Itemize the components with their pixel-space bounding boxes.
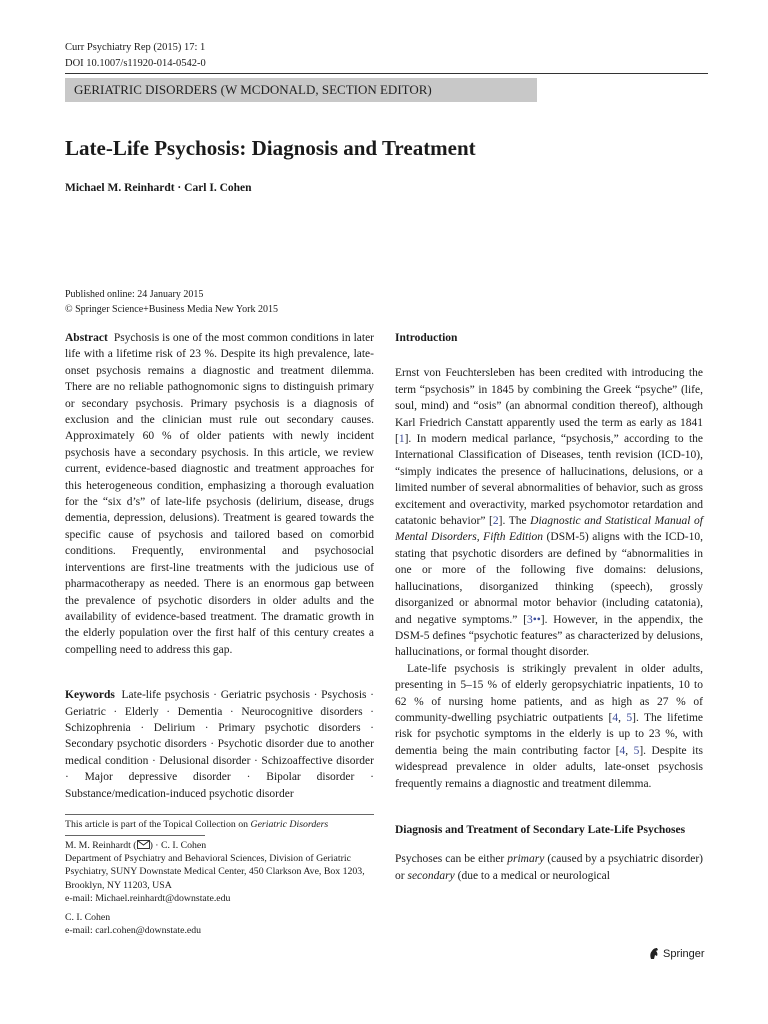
corr-author-b: ) · C. I. Cohen — [149, 839, 207, 851]
article-title: Late-Life Psychosis: Diagnosis and Treatment — [65, 136, 476, 160]
intro-p1-text-c: ]. The — [498, 515, 531, 528]
topical-prefix: This article is part of the Topical Collection on — [65, 818, 251, 830]
published-date: Published online: 24 January 2015 — [65, 289, 204, 300]
corr-name-2: C. I. Cohen — [65, 911, 111, 923]
envelope-icon — [137, 840, 150, 849]
correspondence-divider — [65, 835, 205, 836]
publication-info — [65, 287, 278, 317]
topical-collection-note — [65, 818, 374, 832]
topical-collection: Geriatric Disorders — [250, 818, 329, 830]
citation-link[interactable]: 4 — [612, 711, 619, 724]
citation-link[interactable]: 5 — [633, 744, 640, 757]
section-banner — [65, 78, 537, 102]
header-rule — [65, 73, 708, 74]
corr-author-a: M. M. Reinhardt ( — [65, 839, 137, 851]
keywords-text: Late-life psychosis · Geriatric psychosis · Psychosis · Geriatric · Elderly · Dementia · Neurocognitive disorders · Schizophrenia · Delirium · Primary psychotic disorders · Secondary psychotic disorders · Psychotic disorder due to another medical condition · Delusional disorder · Schizoaffective disorder · Major depressive disorder · Bipolar disorder · Substance/medication-induced psychotic disorder — [65, 689, 375, 800]
introduction-heading: Introduction — [395, 332, 458, 344]
intro-p1-text-d: (DSM-5) aligns with the ICD-10, stating that psychotic disorders are defined by “abnormalities in one or more of the following five domains: delusions, hallucinations, disorganized thinking (speech), grossly disorganized or abnormal motor behavior (including catatonia), and negative symptoms.” [ — [395, 531, 704, 626]
publisher-logo — [648, 947, 705, 960]
citation-separator: , — [625, 744, 634, 757]
s2-primary: primary — [507, 853, 545, 866]
doi[interactable]: DOI 10.1007/s11920-014-0542-0 — [65, 58, 206, 69]
intro-paragraph-1 — [395, 365, 703, 660]
abstract-label: Abstract — [65, 332, 108, 344]
intro-p1-text-b: ]. In modern medical parlance, “psychosis,” according to the International Classification of Diseases, tenth revision (ICD-10), “simply indicates the presence of hallucinations, delusions, or a limited number of several abnormalities of behavior, such as gross excitement and overactivity, marked psychomotor retardation and catatonic behavior” [ — [395, 433, 703, 528]
citation-separator: , — [618, 711, 627, 724]
abstract-text: Psychosis is one of the most common conditions in later life with a lifetime risk of 23 %. Despite its high prevalence, late-onset psychosis remains a diagnostic and treatment dilemma. There are no reliable pathognomonic signs to distinguish primary or secondary psychosis. Primary psychosis is a diagnosis of exclusion and the clinician must rule out secondary causes. Approximately 60 % of older patients with newly incident psychosis have a secondary psychosis. In this article, we review current, evidence-based diagnostic and treatment approaches for this heterogeneous condition, emphasizing a thorough evaluation for the “six d’s” of late-life psychosis (delirium, disease, drugs dementia, depression, delusions). Treatment is geared towards the specific cause of psychosis and tailored based on comorbid conditions. Frequently, environmental and psychosocial interventions are first-line treatments with the judicious use of pharmacotherapy as needed. There is an enormous gap between the prevalence of psychotic disorders in older adults and the availability of evidence-based treatment. The dramatic growth in the elderly population over the first half of this century creates a compelling need to address this gap. — [65, 332, 374, 656]
publisher-name: Springer — [663, 947, 705, 960]
corr-email-1[interactable]: e-mail: Michael.reinhardt@downstate.edu — [65, 892, 231, 904]
author-list: Michael M. Reinhardt · Carl I. Cohen — [65, 182, 252, 194]
citation-link[interactable]: 4 — [619, 744, 626, 757]
s2-text-a: Psychoses can be either — [395, 853, 508, 866]
s2-secondary: secondary — [407, 869, 455, 882]
springer-horse-icon — [648, 947, 660, 960]
journal-info — [65, 40, 206, 72]
left-column — [65, 330, 374, 937]
intro-paragraph-2 — [395, 661, 703, 792]
journal-citation: Curr Psychiatry Rep (2015) 17: 1 — [65, 42, 206, 53]
dsm-title: Diagnostic and Statistical Manual of Mental Disorders, Fifth Edition — [395, 515, 703, 544]
topical-divider — [65, 814, 374, 815]
keywords — [65, 687, 374, 802]
intro-p1-text-e: ]. However, in the appendix, the DSM-5 defines “psychotic features” as characterized by delusions, hallucinations, or formal thought disorder. — [395, 613, 704, 659]
section-label: GERIATRIC DISORDERS (W MCDONALD, SECTION EDITOR) — [74, 82, 432, 97]
right-column — [395, 330, 703, 884]
abstract — [65, 330, 374, 658]
keywords-label: Keywords — [65, 689, 115, 702]
citation-link[interactable]: 1 — [398, 433, 405, 446]
citation-link[interactable]: 5 — [626, 711, 633, 724]
correspondence-block-2 — [65, 911, 374, 937]
intro-p2-text-a: Late-life psychosis is strikingly prevalent in older adults, presenting in 5–15 % of elderly geropsychiatric inpatients, 10 to 62 % of nursing home patients, and as high as 27 % of community-dwelling psychiatric outpatients [ — [395, 662, 703, 724]
s2-text-c: (due to a medical or neurological — [454, 869, 610, 882]
intro-p2-text-b: ]. The lifetime risk for psychotic symptoms in the elderly is up to 23 %, with dementia being the main contributing factor [ — [395, 711, 704, 757]
corr-email-2[interactable]: e-mail: carl.cohen@downstate.edu — [65, 925, 202, 937]
section2-paragraph-1 — [395, 851, 703, 884]
corr-address: Department of Psychiatry and Behavioral Sciences, Division of Geriatric Psychiatry, SUNY Downstate Medical Center, 450 Clarkson Ave, Box 1203, Brooklyn, NY 11203, USA — [65, 853, 365, 891]
correspondence-block — [65, 839, 374, 905]
citation-link[interactable]: 2 — [492, 515, 499, 528]
intro-p2-text-c: ]. Despite its widespread prevalence in older adults, late-onset psychosis frequently remains a diagnostic and treatment dilemma. — [395, 744, 704, 790]
copyright: © Springer Science+Business Media New York 2015 — [65, 304, 278, 315]
s2-text-b: (caused by a psychiatric disorder) or — [395, 853, 703, 882]
section2-heading: Diagnosis and Treatment of Secondary Late-Life Psychoses — [395, 823, 686, 836]
citation-link[interactable]: 3•• — [526, 613, 541, 626]
intro-p1-text-a: Ernst von Feuchtersleben has been credited with introducing the term “psychosis” in 1845 by combining the Greek “psyche” (life, soul, mind) and “osis” (an abnormal condition thereof), although Karl Friedrich Canstatt apparently used the term as early as 1841 [ — [395, 367, 703, 446]
